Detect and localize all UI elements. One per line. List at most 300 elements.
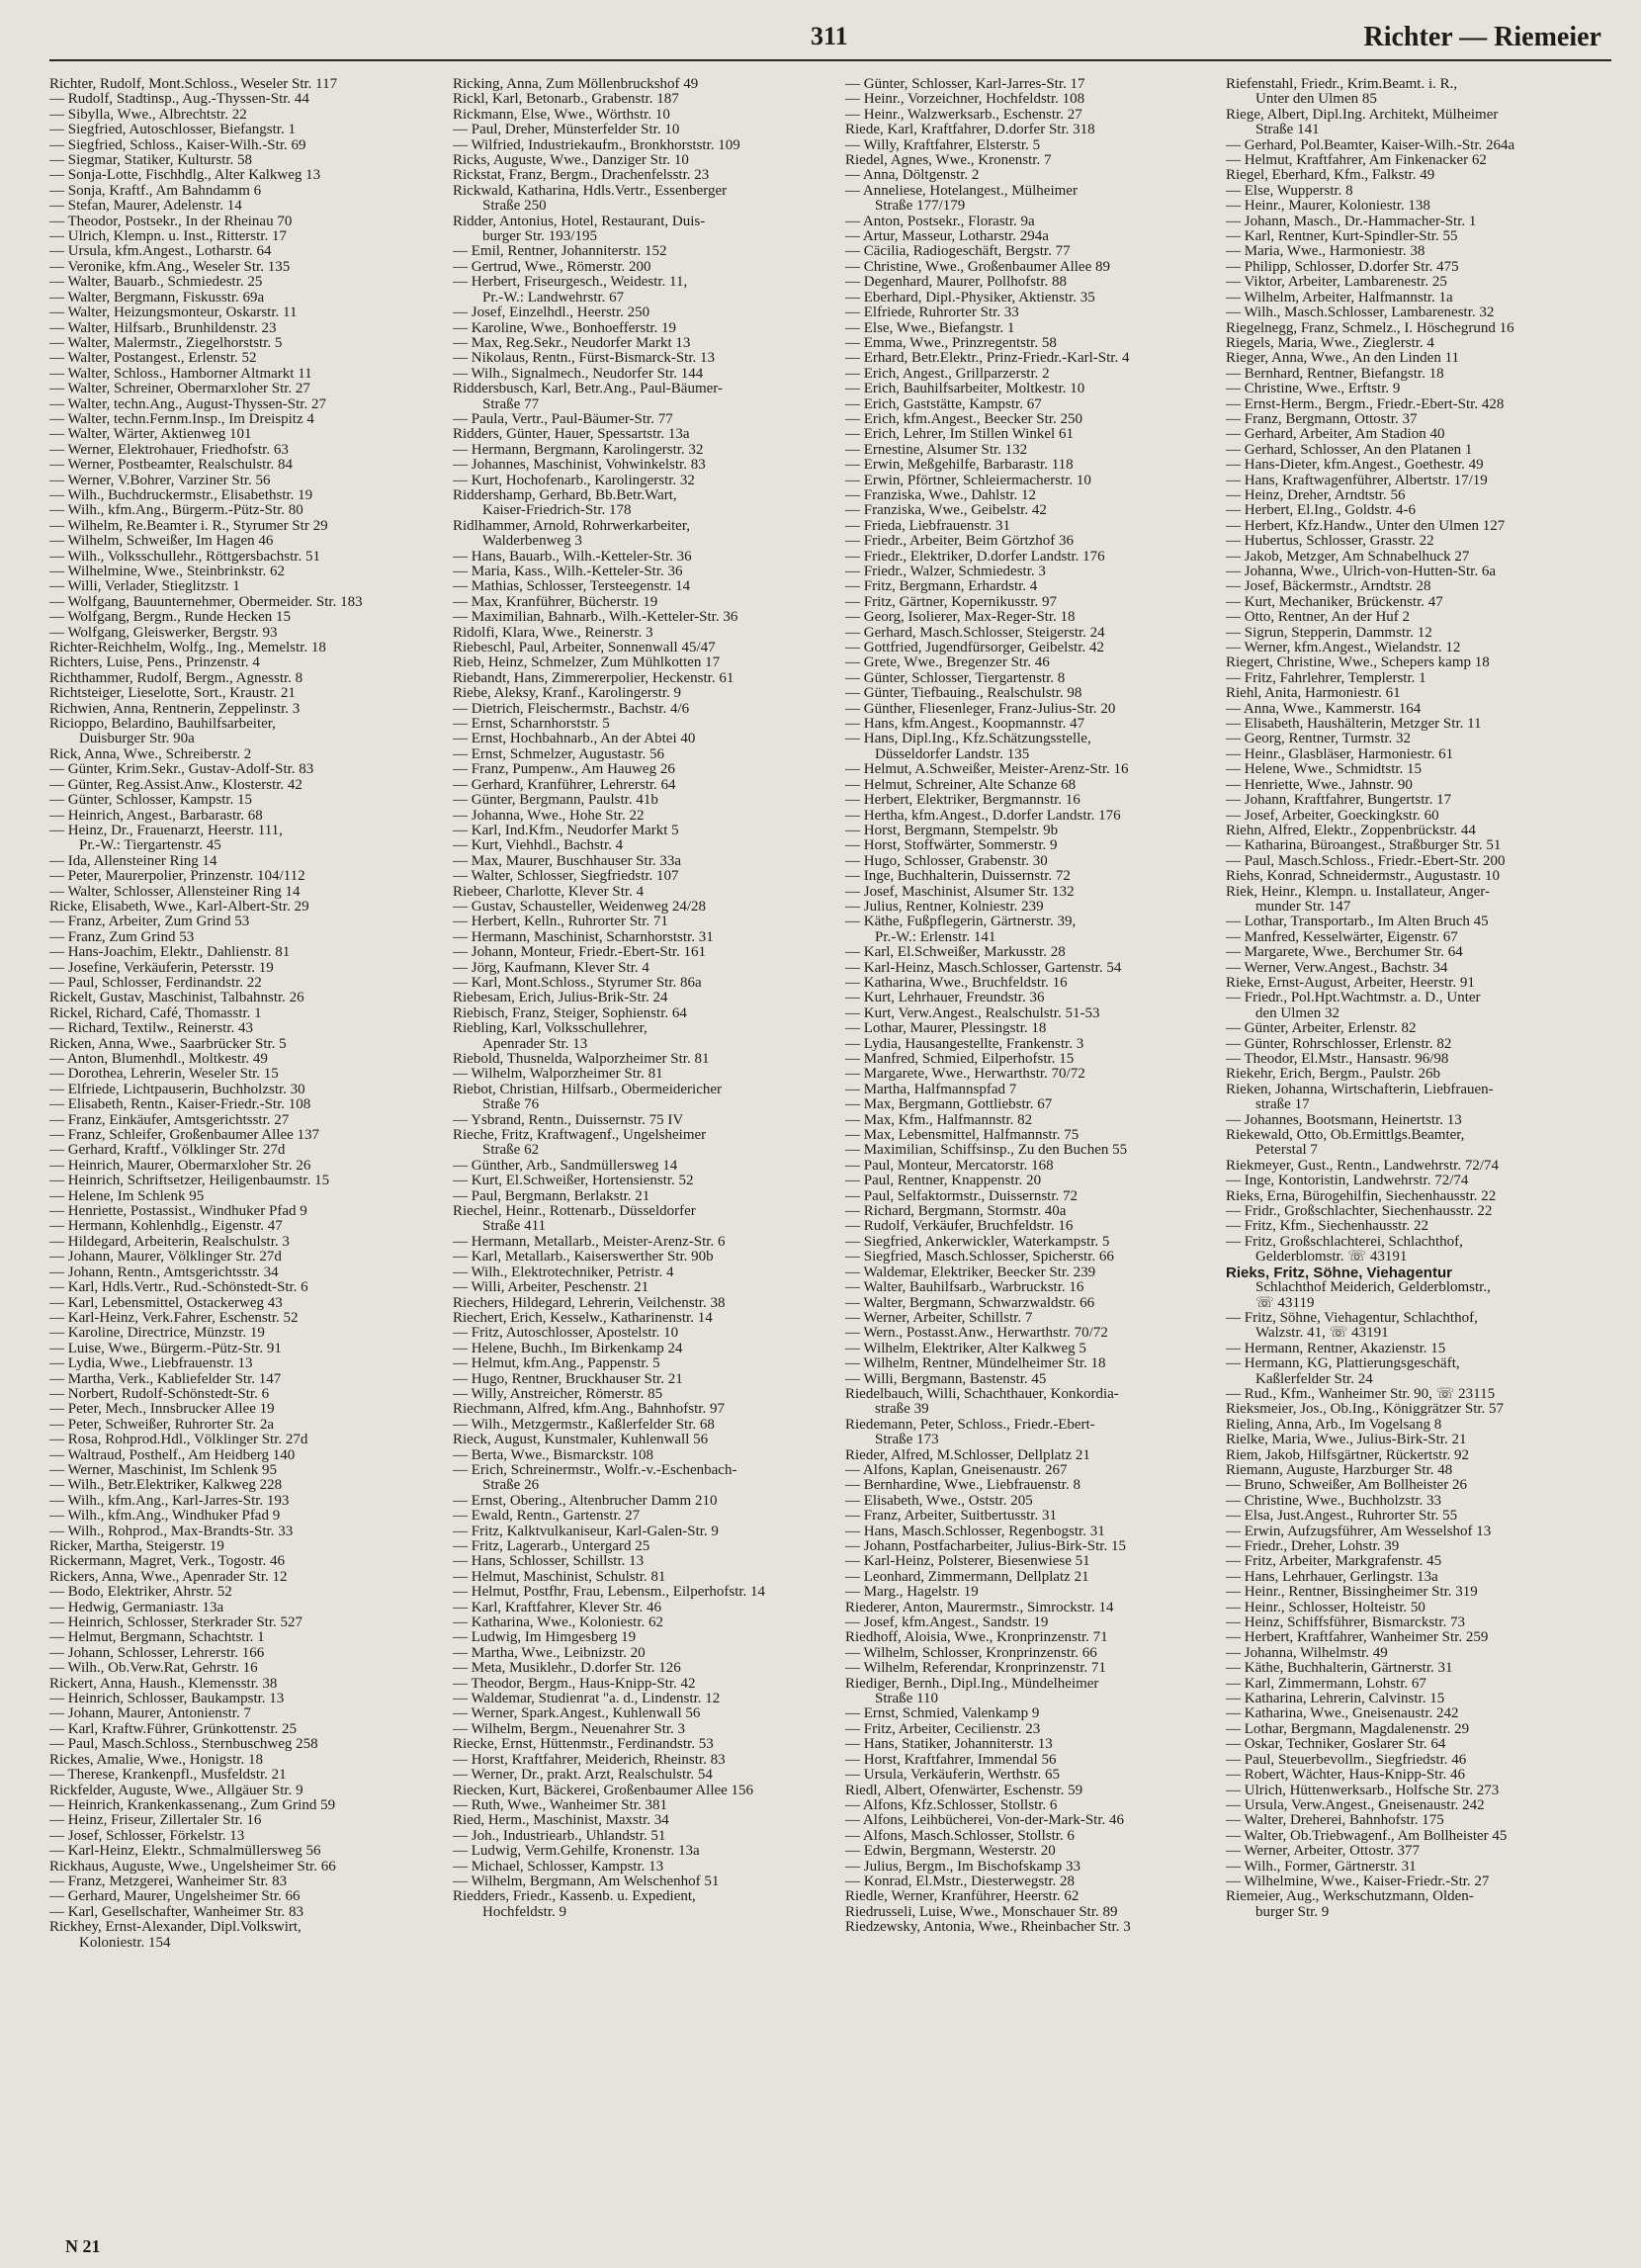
directory-entry: — Erich, Gaststätte, Kampstr. 67: [845, 396, 1042, 412]
directory-entry: — Lydia, Wwe., Liebfrauenstr. 13: [49, 1356, 253, 1372]
directory-entry: — Bruno, Schweißer, Am Bollheister 26: [1226, 1478, 1467, 1494]
directory-entry: — Karl, Lebensmittel, Ostackerweg 43: [49, 1295, 283, 1311]
directory-entry: — Paula, Vertr., Paul-Bäumer-Str. 77: [453, 411, 673, 427]
directory-entry: Rieder, Alfred, M.Schlosser, Dellplatz 21: [845, 1447, 1090, 1463]
directory-entry: — Fritz, Fahrlehrer, Templerstr. 1: [1226, 670, 1426, 686]
directory-entry: — Walter, Malermstr., Ziegelhorststr. 5: [49, 335, 283, 351]
directory-entry: — Fritz, Kalktvulkaniseur, Karl-Galen-Str. 9: [453, 1524, 719, 1539]
directory-entry: — Hans, Statiker, Johanniterstr. 13: [845, 1737, 1053, 1753]
directory-entry: — Walter, Schlosser, Siegfriedstr. 107: [453, 869, 679, 885]
directory-entry: — Hans-Joachim, Elektr., Dahlienstr. 81: [49, 945, 291, 961]
directory-entry: Riek, Heinr., Klempn. u. Installateur, Anger-: [1226, 884, 1490, 900]
directory-entry: Schlachthof Meiderich, Gelderblomstr.,: [1226, 1280, 1491, 1296]
directory-entry: Rieks, Fritz, Söhne, Viehagentur: [1226, 1265, 1452, 1281]
directory-entry: — Kurt, Viehhdl., Bachstr. 4: [453, 838, 624, 854]
directory-entry: — Johanna, Wilhelmstr. 49: [1226, 1645, 1388, 1661]
directory-entry: Ricking, Anna, Zum Möllenbruckshof 49: [453, 77, 699, 92]
directory-entry: — Wilh., Metzgermstr., Kaßlerfelder Str. 68: [453, 1417, 715, 1433]
directory-entry: — Wolfgang, Bauunternehmer, Obermeider. Str. 183: [49, 594, 363, 610]
directory-entry: — Kurt, Verw.Angest., Realschulstr. 51-53: [845, 1005, 1100, 1021]
directory-entry: — Siegfried, Autoschlosser, Biefangstr. 1: [49, 123, 296, 138]
directory-entry: — Paul, Selfaktormstr., Duissernstr. 72: [845, 1188, 1078, 1204]
directory-entry: — Wilh., Masch.Schlosser, Lambarenestr. 32: [1226, 305, 1495, 321]
directory-entry: — Franz, Arbeiter, Zum Grind 53: [49, 915, 250, 930]
directory-entry: — Horst, Kraftfahrer, Immendal 56: [845, 1752, 1057, 1768]
directory-entry: — Rosa, Rohprod.Hdl., Völklinger Str. 27d: [49, 1433, 308, 1448]
directory-entry: Riedrusseli, Luise, Wwe., Monschauer Str. 89: [845, 1904, 1118, 1920]
directory-entry: — Josef, Bäckermstr., Arndtstr. 28: [1226, 579, 1431, 595]
directory-entry: — Franz, Metzgerei, Wanheimer Str. 83: [49, 1874, 288, 1889]
directory-entry: — Käthe, Fußpflegerin, Gärtnerstr. 39,: [845, 915, 1077, 930]
directory-entry: — Wilhelm, Bergm., Neuenahrer Str. 3: [453, 1721, 686, 1737]
directory-entry: — Maximilian, Schiffsinsp., Zu den Buchen 55: [845, 1143, 1128, 1159]
directory-entry: — Walter, Bauarb., Schmiedestr. 25: [49, 275, 263, 291]
directory-entry: — Walter, Ob.Triebwagenf., Am Bollheister 45: [1226, 1828, 1508, 1844]
directory-entry: — Ernst, Schmied, Valenkamp 9: [845, 1706, 1040, 1722]
directory-entry: — Katharina, Wwe., Gneisenaustr. 242: [1226, 1706, 1459, 1722]
directory-entry: — Hermann, Maschinist, Scharnhorststr. 31: [453, 929, 714, 945]
directory-entry: — Friedr., Walzer, Schmiedestr. 3: [845, 565, 1046, 579]
directory-entry: — Wilfried, Industriekaufm., Bronkhorststr. 109: [453, 137, 740, 153]
directory-entry: — Luise, Wwe., Bürgerm.-Pütz-Str. 91: [49, 1341, 282, 1356]
directory-entry: — Karl, Metallarb., Kaiserswerther Str. 90b: [453, 1250, 714, 1265]
directory-entry: Rickelt, Gustav, Maschinist, Talbahnstr. 26: [49, 991, 304, 1006]
directory-entry: — Johann, Postfacharbeiter, Julius-Birk-Str. 15: [845, 1539, 1126, 1554]
directory-entry: — Walter, Heizungsmonteur, Oskarstr. 11: [49, 305, 298, 321]
directory-entry: — Werner, Verw.Angest., Bachstr. 34: [1226, 960, 1448, 976]
directory-entry: — Werner, V.Bohrer, Varziner Str. 56: [49, 473, 271, 488]
directory-entry: Riebesam, Erich, Julius-Brik-Str. 24: [453, 991, 668, 1006]
directory-entry: — Paul, Bergmann, Berlakstr. 21: [453, 1188, 650, 1204]
directory-entry: — Dietrich, Fleischermstr., Bachstr. 4/6: [453, 701, 690, 717]
directory-entry: — Werner, Elektrohauer, Friedhofstr. 63: [49, 442, 289, 458]
directory-entry: — Helmut, Kraftfahrer, Am Finkenacker 62: [1226, 153, 1487, 169]
directory-entry: — Grete, Wwe., Bregenzer Str. 46: [845, 655, 1050, 671]
directory-entry: — Franz, Einkäufer, Amtsgerichtsstr. 27: [49, 1112, 290, 1128]
directory-entry: Riebold, Thusnelda, Walporzheimer Str. 81: [453, 1052, 710, 1067]
directory-entry: Walzstr. 41, ☏ 43191: [1226, 1326, 1389, 1342]
directory-entry: — Else, Wwe., Biefangstr. 1: [845, 320, 1015, 336]
directory-entry: — Wilh., Rohprod., Max-Brandts-Str. 33: [49, 1524, 294, 1539]
directory-entry: — Siegfried, Schloss., Kaiser-Wilh.-Str. 69: [49, 137, 306, 153]
directory-entry: — Hans, Bauarb., Wilh.-Ketteler-Str. 36: [453, 549, 692, 565]
directory-entry: — Max, Maurer, Buschhauser Str. 33a: [453, 853, 682, 869]
directory-entry: — Rudolf, Verkäufer, Bruchfeldstr. 16: [845, 1219, 1074, 1235]
directory-entry: Riedl, Albert, Ofenwärter, Eschenstr. 59: [845, 1783, 1083, 1798]
directory-entry: Ridders, Günter, Hauer, Spessartstr. 13a: [453, 427, 690, 443]
directory-entry: — Wolfgang, Gleiswerker, Bergstr. 93: [49, 625, 278, 641]
directory-entry: — Hertha, kfm.Angest., D.dorfer Landstr. 176: [845, 808, 1121, 824]
directory-entry: Rickes, Amalie, Wwe., Honigstr. 18: [49, 1752, 263, 1768]
directory-entry: — Hugo, Schlosser, Grabenstr. 30: [845, 853, 1048, 869]
directory-entry: — Margarete, Wwe., Herwarthstr. 70/72: [845, 1067, 1085, 1083]
directory-entry: — Erich, Lehrer, Im Stillen Winkel 61: [845, 427, 1074, 443]
directory-entry: — Franz, Schleifer, Großenbaumer Allee 137: [49, 1128, 320, 1144]
directory-entry: — Eberhard, Dipl.-Physiker, Aktienstr. 35: [845, 290, 1095, 305]
directory-entry: — Nikolaus, Rentn., Fürst-Bismarck-Str. 13: [453, 351, 715, 367]
directory-entry: Richtsteiger, Lieselotte, Sort., Kraustr. 21: [49, 686, 296, 702]
directory-entry: — Willy, Anstreicher, Römerstr. 85: [453, 1386, 663, 1402]
directory-entry: — Paul, Steuerbevollm., Siegfriedstr. 46: [1226, 1752, 1467, 1768]
directory-entry: — Wilhelm, Schweißer, Im Hagen 46: [49, 534, 274, 550]
directory-entry: — Franz, Pumpenw., Am Hauweg 26: [453, 762, 675, 778]
directory-entry: — Willi, Arbeiter, Peschenstr. 21: [453, 1280, 649, 1296]
page-title: Richter — Riemeier: [1363, 22, 1601, 52]
directory-entry: — Walter, Schloss., Hamborner Altmarkt 11: [49, 366, 312, 382]
directory-entry: — Paul, Monteur, Mercatorstr. 168: [845, 1158, 1054, 1174]
directory-entry: — Alfons, Leihbücherei, Von-der-Mark-Str. 46: [845, 1813, 1125, 1829]
directory-entry: — Heinr., Schlosser, Holteistr. 50: [1226, 1600, 1425, 1615]
directory-entry: — Gustav, Schausteller, Weidenweg 24/28: [453, 899, 707, 915]
directory-entry: Richter-Reichhelm, Wolfg., Ing., Memelstr. 18: [49, 641, 326, 656]
directory-entry: — Walter, Bergmann, Fiskusstr. 69a: [49, 290, 265, 305]
directory-entry: — Veronike, kfm.Ang., Weseler Str. 135: [49, 259, 291, 275]
directory-entry: — Franziska, Wwe., Geibelstr. 42: [845, 503, 1047, 519]
directory-entry: Kaßlerfelder Str. 24: [1226, 1371, 1373, 1387]
directory-entry: — Jörg, Kaufmann, Klever Str. 4: [453, 960, 649, 976]
directory-entry: — Heinr., Vorzeichner, Hochfeldstr. 108: [845, 92, 1085, 108]
directory-entry: — Karl-Heinz, Polsterer, Biesenwiese 51: [845, 1554, 1090, 1570]
directory-entry: Ried, Herm., Maschinist, Maxstr. 34: [453, 1813, 669, 1829]
directory-entry: Hochfeldstr. 9: [453, 1904, 566, 1920]
directory-entry: — Johanna, Wwe., Ulrich-von-Hutten-Str. 6a: [1226, 565, 1496, 579]
directory-entry: — Walter, techn.Fernm.Insp., Im Dreispitz 4: [49, 411, 314, 427]
directory-entry: Rickl, Karl, Betonarb., Grabenstr. 187: [453, 92, 679, 108]
directory-entry: — Johann, Masch., Dr.-Hammacher-Str. 1: [1226, 214, 1477, 229]
directory-entry: Riecke, Ernst, Hüttenmstr., Ferdinandstr. 53: [453, 1737, 714, 1753]
directory-entry: — Gerhard, Maurer, Ungelsheimer Str. 66: [49, 1889, 301, 1905]
directory-entry: Rieling, Anna, Arb., Im Vogelsang 8: [1226, 1417, 1442, 1433]
directory-entry: — Wilh., Betr.Elektriker, Kalkweg 228: [49, 1478, 283, 1494]
directory-entry: — Friedr., Arbeiter, Beim Görtzhof 36: [845, 534, 1075, 550]
directory-entry: Gelderblomstr. ☏ 43191: [1226, 1250, 1408, 1265]
directory-entry: — Ewald, Rentn., Gartenstr. 27: [453, 1509, 641, 1525]
directory-entry: Riebe, Aleksy, Kranf., Karolingerstr. 9: [453, 686, 682, 702]
directory-entry: Richwien, Anna, Rentnerin, Zeppelinstr. 3: [49, 701, 301, 717]
directory-entry: Riechmann, Alfred, kfm.Ang., Bahnhofstr. 97: [453, 1402, 725, 1418]
directory-entry: — Walter, Postangest., Erlenstr. 52: [49, 351, 257, 367]
directory-entry: Rickel, Richard, Café, Thomasstr. 1: [49, 1005, 262, 1021]
directory-entry: Straße 411: [453, 1219, 547, 1235]
directory-entry: — Elisabeth, Haushälterin, Metzger Str. 11: [1226, 717, 1482, 733]
directory-entry: Unter den Ulmen 85: [1226, 92, 1377, 108]
directory-entry: — Werner, Arbeiter, Ottostr. 377: [1226, 1844, 1421, 1860]
directory-entry: — Johann, Rentn., Amtsgerichtsstr. 34: [49, 1265, 279, 1280]
directory-entry: Rickermann, Magret, Verk., Togostr. 46: [49, 1554, 285, 1570]
directory-entry: — Frieda, Liebfrauenstr. 31: [845, 518, 1011, 534]
directory-entry: — Helmut, Schreiner, Alte Schanze 68: [845, 777, 1077, 793]
directory-entry: — Ernst, Scharnhorststr. 5: [453, 717, 610, 733]
directory-entry: — Anton, Postsekr., Florastr. 9a: [845, 214, 1035, 229]
directory-entry: — Helmut, Postfhr, Frau, Lebensm., Eilperhofstr. 14: [453, 1585, 766, 1601]
directory-entry: — Maximilian, Bahnarb., Wilh.-Ketteler-Str. 36: [453, 610, 738, 626]
directory-entry: — Wilhelmine, Wwe., Kaiser-Friedr.-Str. 27: [1226, 1874, 1490, 1889]
directory-entry: Richter, Rudolf, Mont.Schloss., Weseler Str. 117: [49, 77, 338, 92]
directory-entry: burger Str. 193/195: [453, 229, 597, 245]
directory-entry: — Günter, Schlosser, Tiergartenstr. 8: [845, 670, 1066, 686]
directory-entry: — Wilhelmine, Wwe., Steinbrinkstr. 62: [49, 565, 285, 579]
directory-entry: — Günter, Bergmann, Paulstr. 41b: [453, 793, 658, 809]
directory-entry: — Norbert, Rudolf-Schönstedt-Str. 6: [49, 1386, 270, 1402]
directory-entry: — Edwin, Bergmann, Westerstr. 20: [845, 1844, 1056, 1860]
directory-entry: — Gerhard, Pol.Beamter, Kaiser-Wilh.-Str. 264a: [1226, 137, 1515, 153]
directory-entry: — Viktor, Arbeiter, Lambarenestr. 25: [1226, 275, 1447, 291]
directory-entry: — Kurt, Lehrhauer, Freundstr. 36: [845, 991, 1045, 1006]
directory-entry: Rieke, Ernst-August, Arbeiter, Heerstr. 91: [1226, 975, 1475, 991]
directory-entry: — Martha, Halfmannspfad 7: [845, 1082, 1017, 1097]
directory-entry: — Herbert, Kraftfahrer, Wanheimer Str. 259: [1226, 1630, 1489, 1646]
directory-entry: — Joh., Industriearb., Uhlandstr. 51: [453, 1828, 666, 1844]
directory-entry: — Helmut, kfm.Ang., Pappenstr. 5: [453, 1356, 660, 1372]
directory-entry: — Paul, Dreher, Münsterfelder Str. 10: [453, 123, 680, 138]
directory-entry: Rickmann, Else, Wwe., Wörthstr. 10: [453, 107, 670, 123]
directory-entry: — Walter, Bauhilfsarb., Warbruckstr. 16: [845, 1280, 1084, 1296]
directory-entry: — Walter, Schreiner, Obermarxloher Str. 27: [49, 382, 310, 397]
directory-entry: — Helmut, Bergmann, Schachtstr. 1: [49, 1630, 265, 1646]
directory-entry: — Ludwig, Im Himgesberg 19: [453, 1630, 637, 1646]
directory-entry: — Katharina, Wwe., Koloniestr. 62: [453, 1615, 664, 1631]
directory-entry: — Werner, Arbeiter, Schillstr. 7: [845, 1310, 1033, 1326]
directory-entry: — Max, Bergmann, Gottliebstr. 67: [845, 1097, 1053, 1113]
directory-entry: — Georg, Rentner, Turmstr. 32: [1226, 732, 1412, 747]
directory-entry: — Karl, Rentner, Kurt-Spindler-Str. 55: [1226, 229, 1458, 245]
directory-entry: Riebot, Christian, Hilfsarb., Obermeidericher: [453, 1082, 723, 1097]
directory-entry: — Max, Kfm., Halfmannstr. 82: [845, 1112, 1033, 1128]
directory-entry: Apenrader Str. 13: [453, 1036, 588, 1052]
directory-entry: — Julius, Rentner, Kolniestr. 239: [845, 899, 1044, 915]
directory-entry: Riege, Albert, Dipl.Ing. Architekt, Mülheimer: [1226, 107, 1499, 123]
directory-entry: — Franz, Zum Grind 53: [49, 929, 195, 945]
directory-entry: — Elisabeth, Rentn., Kaiser-Friedr.-Str. 108: [49, 1097, 311, 1113]
directory-entry: Ricioppo, Belardino, Bauhilfsarbeiter,: [49, 717, 276, 733]
directory-entry: — Robert, Wächter, Haus-Knipp-Str. 46: [1226, 1768, 1465, 1784]
directory-entry: — Erwin, Aufzugsführer, Am Wesselshof 13: [1226, 1524, 1492, 1539]
directory-entry: — Helmut, A.Schweißer, Meister-Arenz-Str. 16: [845, 762, 1129, 778]
directory-entry: — Günter, Schlosser, Kampstr. 15: [49, 793, 253, 809]
directory-entry: Riedelbauch, Willi, Schachthauer, Konkordia-: [845, 1386, 1119, 1402]
directory-entry: — Hans, Schlosser, Schillstr. 13: [453, 1554, 645, 1570]
directory-entry: — Margarete, Wwe., Berchumer Str. 64: [1226, 945, 1463, 961]
directory-entry: — Walter, Wärter, Aktienweg 101: [49, 427, 252, 443]
directory-entry: — Josef, Maschinist, Alsumer Str. 132: [845, 884, 1075, 900]
directory-entry: — Karl, El.Schweißer, Markusstr. 28: [845, 945, 1066, 961]
directory-entry: Riechert, Erich, Kesselw., Katharinenstr. 14: [453, 1310, 713, 1326]
directory-entry: Riedel, Agnes, Wwe., Kronenstr. 7: [845, 153, 1052, 169]
directory-entry: — Günther, Fliesenleger, Franz-Julius-Str. 20: [845, 701, 1116, 717]
directory-entry: — Werner, Dr., prakt. Arzt, Realschulstr. 54: [453, 1768, 713, 1784]
directory-entry: — Wilhelm, Bergmann, Am Welschenhof 51: [453, 1874, 720, 1889]
directory-entry: — Artur, Masseur, Lotharstr. 294a: [845, 229, 1049, 245]
directory-entry: — Erich, Schreinermstr., Wolfr.-v.-Eschenbach-: [453, 1462, 737, 1478]
directory-entry: Pr.-W.: Erlenstr. 141: [845, 929, 996, 945]
directory-entry: — Hermann, Kohlenhdlg., Eigenstr. 47: [49, 1219, 283, 1235]
directory-entry: — Heinz, Dreher, Arndtstr. 56: [1226, 487, 1406, 503]
column-1: [49, 77, 417, 2213]
directory-entry: — Wilhelm, Walporzheimer Str. 81: [453, 1067, 663, 1083]
directory-entry: Rielke, Maria, Wwe., Julius-Birk-Str. 21: [1226, 1433, 1467, 1448]
directory-entry: — Erwin, Meßgehilfe, Barbarastr. 118: [845, 458, 1074, 474]
directory-entry: — Hermann, Bergmann, Karolingerstr. 32: [453, 442, 704, 458]
directory-entry: — Josef, Einzelhdl., Heerstr. 250: [453, 305, 650, 321]
directory-entry: — Wilh., Ob.Verw.Rat, Gehrstr. 16: [49, 1661, 258, 1677]
directory-entry: — Paul, Rentner, Knappenstr. 20: [845, 1174, 1042, 1189]
directory-entry: — Anton, Blumenhdl., Moltkestr. 49: [49, 1052, 268, 1067]
directory-entry: — Karl, Zimmermann, Lohstr. 67: [1226, 1676, 1426, 1692]
directory-entry: — Konrad, El.Mstr., Diesterwegstr. 28: [845, 1874, 1076, 1889]
directory-entry: — Rud., Kfm., Wanheimer Str. 90, ☏ 23115: [1226, 1386, 1496, 1402]
directory-entry: Riechers, Hildegard, Lehrerin, Veilchenstr. 38: [453, 1295, 726, 1311]
directory-entry: — Inge, Kontoristin, Landwehrstr. 72/74: [1226, 1174, 1469, 1189]
directory-entry: — Hans, Masch.Schlosser, Regenbogstr. 31: [845, 1524, 1105, 1539]
directory-entry: — Gerhard, Kraftf., Völklinger Str. 27d: [49, 1143, 286, 1159]
directory-entry: Riederer, Anton, Maurermstr., Simrockstr. 14: [845, 1600, 1114, 1615]
directory-entry: — Walter, Dreherei, Bahnhofstr. 175: [1226, 1813, 1444, 1829]
directory-entry: — Theodor, El.Mstr., Hansastr. 96/98: [1226, 1052, 1449, 1067]
directory-entry: — Horst, Bergmann, Stempelstr. 9b: [845, 823, 1059, 838]
directory-entry: — Philipp, Schlosser, D.dorfer Str. 475: [1226, 259, 1459, 275]
directory-entry: — Siegfried, Ankerwickler, Waterkampstr. 5: [845, 1234, 1110, 1250]
directory-entry: — Karl, Ind.Kfm., Neudorfer Markt 5: [453, 823, 679, 838]
directory-entry: — Else, Wupperstr. 8: [1226, 183, 1353, 199]
directory-entry: — Paul, Schlosser, Ferdinandstr. 22: [49, 975, 262, 991]
directory-entry: — Gerhard, Kranführer, Lehrerstr. 64: [453, 777, 676, 793]
directory-entry: — Ulrich, Klempn. u. Inst., Ritterstr. 17: [49, 229, 287, 245]
directory-entry: — Martha, Wwe., Leibnizstr. 20: [453, 1645, 646, 1661]
directory-entry: — Waldemar, Elektriker, Beecker Str. 239: [845, 1265, 1096, 1280]
directory-entry: — Theodor, Postsekr., In der Rheinau 70: [49, 214, 293, 229]
directory-entry: Riecken, Kurt, Bäckerei, Großenbaumer Allee 156: [453, 1783, 754, 1798]
directory-entry: — Hermann, KG, Plattierungsgeschäft,: [1226, 1356, 1460, 1372]
directory-entry: burger Str. 9: [1226, 1904, 1330, 1920]
directory-entry: Walderbenweg 3: [453, 534, 582, 550]
directory-entry: — Paul, Masch.Schloss., Friedr.-Ebert-Str. 200: [1226, 853, 1506, 869]
directory-entry: Straße 177/179: [845, 199, 966, 215]
directory-entry: Riedhoff, Aloisia, Wwe., Kronprinzenstr. 71: [845, 1630, 1108, 1646]
directory-entry: — Wilhelm, Rentner, Mündelheimer Str. 18: [845, 1356, 1106, 1372]
directory-entry: — Ulrich, Hüttenwerksarb., Holfsche Str. 273: [1226, 1783, 1500, 1798]
directory-entry: Riebeer, Charlotte, Klever Str. 4: [453, 884, 645, 900]
directory-entry: — Hugo, Rentner, Bruckhauser Str. 21: [453, 1371, 683, 1387]
directory-entry: — Erich, kfm.Angest., Beecker Str. 250: [845, 411, 1082, 427]
directory-entry: — Hans-Dieter, kfm.Angest., Goethestr. 49: [1226, 458, 1484, 474]
directory-entry: — Ruth, Wwe., Wanheimer Str. 381: [453, 1797, 667, 1813]
directory-entry: Riemeier, Aug., Werkschutzmann, Olden-: [1226, 1889, 1474, 1905]
directory-entry: — Lydia, Hausangestellte, Frankenstr. 3: [845, 1036, 1084, 1052]
directory-entry: — Inge, Buchhalterin, Duissernstr. 72: [845, 869, 1071, 885]
directory-entry: — Siegfried, Masch.Schlosser, Spicherstr. 66: [845, 1250, 1114, 1265]
directory-entry: Ricken, Anna, Wwe., Saarbrücker Str. 5: [49, 1036, 287, 1052]
directory-entry: — Degenhard, Maurer, Pollhofstr. 88: [845, 275, 1067, 291]
directory-entry: — Fritz, Söhne, Viehagentur, Schlachthof,: [1226, 1310, 1478, 1326]
directory-entry: — Willy, Kraftfahrer, Elsterstr. 5: [845, 137, 1041, 153]
directory-entry: — Johann, Maurer, Antonienstr. 7: [49, 1706, 251, 1722]
directory-entry: — Theodor, Bergm., Haus-Knipp-Str. 42: [453, 1676, 696, 1692]
directory-entry: — Jakob, Metzger, Am Schnabelhuck 27: [1226, 549, 1470, 565]
directory-entry: — Gerhard, Arbeiter, Am Stadion 40: [1226, 427, 1445, 443]
directory-entry: — Fritz, Arbeiter, Markgrafenstr. 45: [1226, 1554, 1442, 1570]
directory-entry: — Lothar, Maurer, Plessingstr. 18: [845, 1021, 1047, 1037]
directory-entry: — Anneliese, Hotelangest., Mülheimer: [845, 183, 1078, 199]
directory-entry: Düsseldorfer Landstr. 135: [845, 746, 1030, 762]
directory-entry: — Fritz, Großschlachterei, Schlachthof,: [1226, 1234, 1463, 1250]
directory-entry: Rickhey, Ernst-Alexander, Dipl.Volkswirt,: [49, 1920, 302, 1936]
directory-entry: — Johann, Maurer, Völklinger Str. 27d: [49, 1250, 282, 1265]
directory-entry: — Dorothea, Lehrerin, Weseler Str. 15: [49, 1067, 279, 1083]
directory-entry: — Gertrud, Wwe., Römerstr. 200: [453, 259, 651, 275]
directory-entry: Rickert, Anna, Haush., Klemensstr. 38: [49, 1676, 278, 1692]
directory-entry: — Werner, Maschinist, Im Schlenk 95: [49, 1462, 277, 1478]
directory-entry: — Erwin, Pförtner, Schleiermacherstr. 10: [845, 473, 1091, 488]
directory-entry: — Wilh., kfm.Ang., Bürgerm.-Pütz-Str. 80: [49, 503, 303, 519]
directory-entry: — Franziska, Wwe., Dahlstr. 12: [845, 487, 1037, 503]
directory-entry: Rieks, Erna, Bürogehilfin, Siechenhausstr. 22: [1226, 1188, 1497, 1204]
directory-entry: — Elisabeth, Wwe., Oststr. 205: [845, 1493, 1033, 1509]
directory-entry: — Alfons, Masch.Schlosser, Stollstr. 6: [845, 1828, 1075, 1844]
directory-entry: Riddersbusch, Karl, Betr.Ang., Paul-Bäumer-: [453, 382, 723, 397]
directory-entry: — Fridr., Großschlachter, Siechenhausstr. 22: [1226, 1204, 1493, 1220]
directory-entry: — Max, Reg.Sekr., Neudorfer Markt 13: [453, 335, 691, 351]
directory-entry: — Richard, Textilw., Reinerstr. 43: [49, 1021, 254, 1037]
directory-entry: Koloniestr. 154: [49, 1935, 171, 1951]
directory-entry: — Karl, Gesellschafter, Wanheimer Str. 83: [49, 1904, 304, 1920]
directory-entry: — Gerhard, Masch.Schlosser, Steigerstr. 24: [845, 625, 1105, 641]
directory-entry: Richters, Luise, Pens., Prinzenstr. 4: [49, 655, 260, 671]
directory-entry: Riekmeyer, Gust., Rentn., Landwehrstr. 72/74: [1226, 1158, 1500, 1174]
directory-entry: — Gottfried, Jugendfürsorger, Geibelstr. 42: [845, 641, 1104, 656]
directory-entry: — Josef, Schlosser, Förkelstr. 13: [49, 1828, 245, 1844]
directory-entry: — Heinr., Glasbläser, Harmoniestr. 61: [1226, 746, 1454, 762]
directory-entry: — Hans, Kraftwagenführer, Albertstr. 17/19: [1226, 473, 1488, 488]
directory-entry: — Manfred, Schmied, Eilperhofstr. 15: [845, 1052, 1075, 1067]
directory-entry: — Wilh., kfm.Ang., Karl-Jarres-Str. 193: [49, 1493, 290, 1509]
directory-entry: — Wilhelm, Arbeiter, Halfmannstr. 1a: [1226, 290, 1453, 305]
directory-entry: — Erich, Bauhilfsarbeiter, Moltkestr. 10: [845, 382, 1085, 397]
directory-entry: — Friedr., Dreher, Lohstr. 39: [1226, 1539, 1400, 1554]
directory-entry: — Herbert, El.Ing., Goldstr. 4-6: [1226, 503, 1417, 519]
header-rule: [49, 59, 1611, 61]
directory-entry: — Josef, kfm.Angest., Sandstr. 19: [845, 1615, 1049, 1631]
directory-entry: — Heinr., Maurer, Koloniestr. 138: [1226, 199, 1430, 215]
directory-entry: — Käthe, Buchhalterin, Gärtnerstr. 31: [1226, 1661, 1453, 1677]
directory-entry: — Elfriede, Ruhrorter Str. 33: [845, 305, 1019, 321]
directory-entry: — Kurt, Mechaniker, Brückenstr. 47: [1226, 594, 1443, 610]
directory-entry: Rickhaus, Auguste, Wwe., Ungelsheimer Str. 66: [49, 1859, 336, 1875]
directory-entry: — Erhard, Betr.Elektr., Prinz-Friedr.-Karl-Str. 4: [845, 351, 1130, 367]
directory-entry: — Herbert, Elektriker, Bergmannstr. 16: [845, 793, 1080, 809]
directory-entry: Riddershamp, Gerhard, Bb.Betr.Wart,: [453, 487, 677, 503]
directory-entry: — Johann, Monteur, Friedr.-Ebert-Str. 161: [453, 945, 707, 961]
directory-entry: — Karl, Kraftfahrer, Klever Str. 46: [453, 1600, 661, 1615]
directory-entry: — Hubertus, Schlosser, Grasstr. 22: [1226, 534, 1434, 550]
directory-entry: — Ursula, kfm.Angest., Lotharstr. 64: [49, 244, 272, 260]
directory-entry: — Peter, Schweißer, Ruhrorter Str. 2a: [49, 1417, 275, 1433]
directory-entry: — Elfriede, Lichtpauserin, Buchholzstr. 30: [49, 1082, 305, 1097]
directory-entry: — Fritz, Gärtner, Kopernikusstr. 97: [845, 594, 1057, 610]
directory-entry: Rieck, August, Kunstmaler, Kuhlenwall 56: [453, 1433, 709, 1448]
directory-entry: — Ernst-Herm., Bergm., Friedr.-Ebert-Str. 428: [1226, 396, 1505, 412]
directory-entry: — Karoline, Directrice, Münzstr. 19: [49, 1326, 265, 1342]
directory-entry: — Günter, Tiefbauing., Realschulstr. 98: [845, 686, 1082, 702]
directory-entry: Riehn, Alfred, Elektr., Zoppenbrückstr. 44: [1226, 823, 1476, 838]
directory-entry: — Helmut, Maschinist, Schulstr. 81: [453, 1569, 666, 1585]
directory-entry: — Karoline, Wwe., Bonhoefferstr. 19: [453, 320, 677, 336]
directory-entry: Ridder, Antonius, Hotel, Restaurant, Duis-: [453, 214, 706, 229]
directory-entry: Peterstal 7: [1226, 1143, 1318, 1159]
directory-entry: — Fritz, Autoschlosser, Apostelstr. 10: [453, 1326, 679, 1342]
directory-entry: — Heinz, Dr., Frauenarzt, Heerstr. 111,: [49, 823, 283, 838]
directory-entry: — Horst, Kraftfahrer, Meiderich, Rheinstr. 83: [453, 1752, 726, 1768]
directory-entry: Ricke, Elisabeth, Wwe., Karl-Albert-Str. 29: [49, 899, 309, 915]
